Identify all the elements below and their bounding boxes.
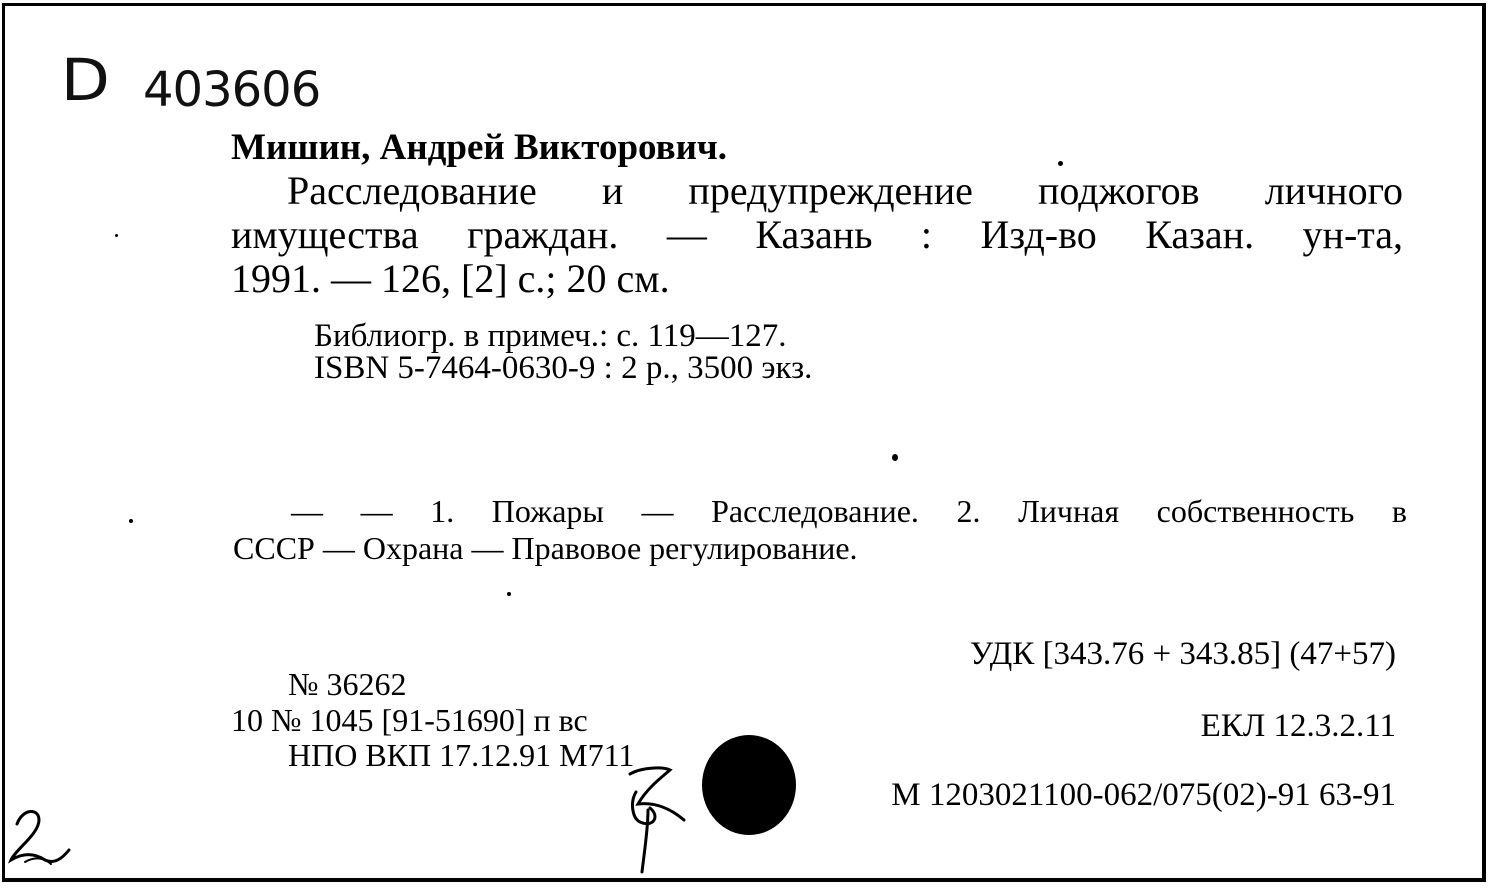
title-line-2: имущества граждан. — Казань : Изд-во Казан. ун-та, xyxy=(231,212,1403,257)
order-code: М 1203021100-062/075(02)-91 63-91 xyxy=(891,777,1396,813)
subject-headings xyxy=(233,493,1407,567)
bibliography-note: Библиогр. в примеч.: с. 119—127. xyxy=(314,318,787,354)
shelf-number: № 36262 xyxy=(288,666,407,702)
speck xyxy=(115,234,118,237)
print-line: 10 № 1045 [91-51690] п вс xyxy=(231,702,588,738)
handwritten-letter: D xyxy=(60,46,110,114)
catalog-card xyxy=(2,3,1486,882)
npo-line: НПО ВКП 17.12.91 М711 xyxy=(288,737,635,773)
ink-blot xyxy=(702,735,796,835)
handwritten-accession-number: 403606 xyxy=(143,62,321,118)
ekl-code: ЕКЛ 12.3.2.11 xyxy=(1200,708,1396,744)
author-heading: Мишин, Андрей Викторович. xyxy=(231,127,728,168)
title-line-1: Расследование и предупреждение поджогов личного xyxy=(287,168,1403,213)
speck xyxy=(507,592,511,596)
handwritten-mark-icon xyxy=(610,758,700,878)
speck xyxy=(892,454,898,461)
handwritten-two-icon xyxy=(5,802,75,872)
subject-line-2: СССР — Охрана — Правовое регулирование. xyxy=(233,530,858,566)
speck xyxy=(1058,161,1063,166)
title-description xyxy=(231,169,1403,301)
udc-code: УДК [343.76 + 343.85] (47+57) xyxy=(969,636,1396,672)
isbn-line: ISBN 5-7464-0630-9 : 2 р., 3500 экз. xyxy=(314,350,813,386)
subject-line-1: — — 1. Пожары — Расследование. 2. Личная собственность в xyxy=(291,493,1407,529)
title-line-3: 1991. — 126, [2] с.; 20 см. xyxy=(231,256,670,301)
speck xyxy=(129,519,133,523)
